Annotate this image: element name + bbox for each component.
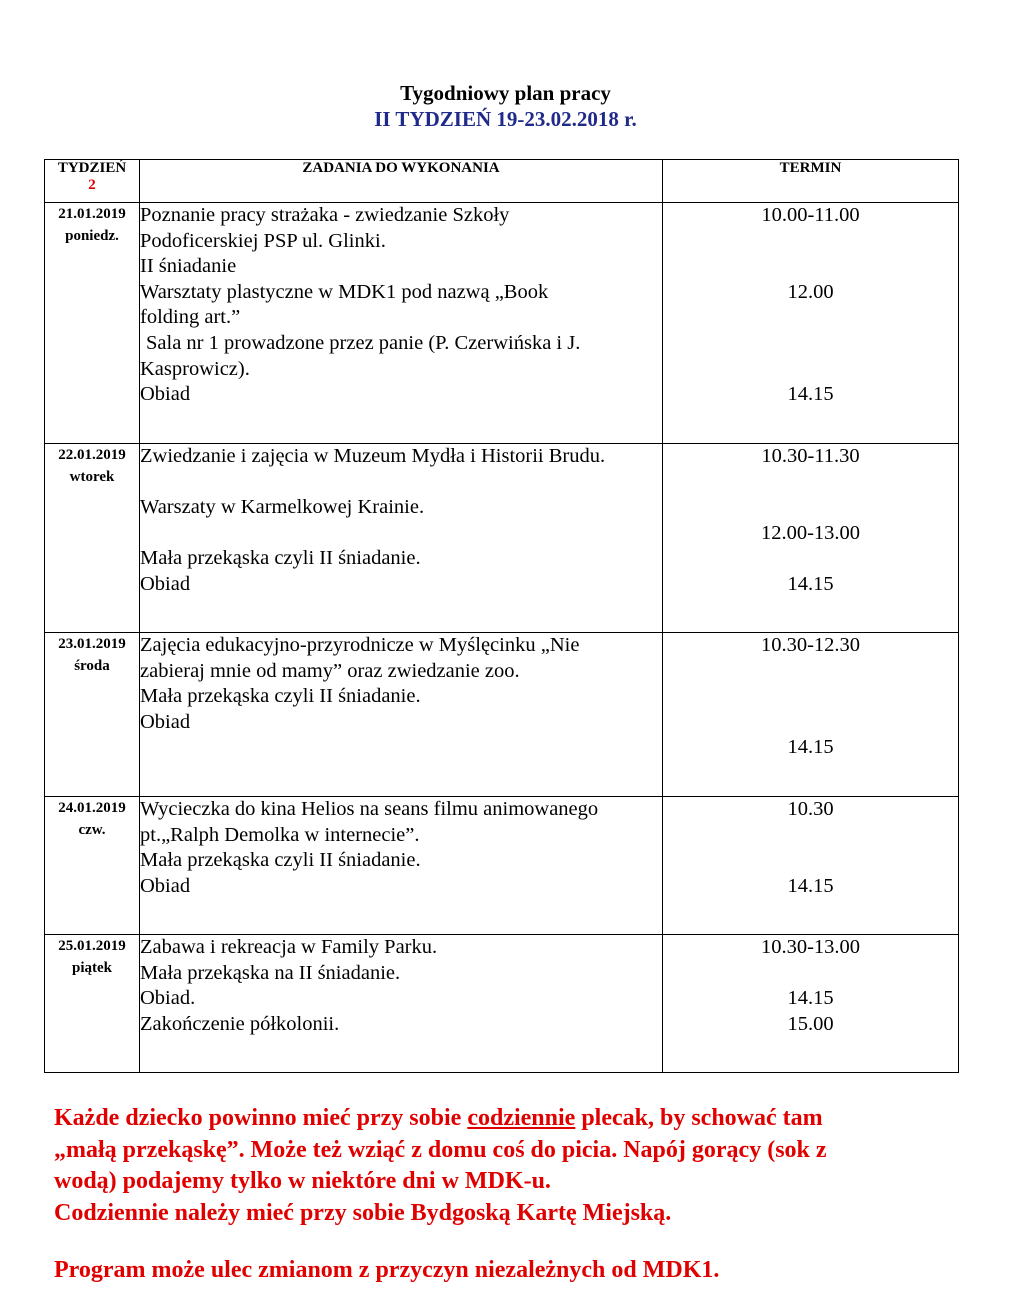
task-line: Warsztaty plastyczne w MDK1 pod nazwą „Book — [140, 280, 549, 303]
date-text: 25.01.2019 — [58, 938, 126, 954]
term-line — [663, 961, 958, 987]
page-title: Tygodniowy plan pracy — [400, 81, 611, 105]
task-line: Mała przekąska czyli II śniadanie. — [140, 547, 421, 570]
task-line: Zwiedzanie i zajęcia w Muzeum Mydła i Historii Brudu. — [140, 445, 606, 467]
date-text: 22.01.2019 — [58, 447, 126, 463]
note-line-2: „małą przekąskę”. Może też wziąć z domu coś do picia. Napój gorący (sok z — [54, 1136, 827, 1163]
task-line: Zajęcia edukacyjno-przyrodnicze w Myślęcinku „Nie — [140, 634, 580, 656]
note-line-3: wodą) podajemy tylko w niektóre dni w MDK-u. — [54, 1168, 551, 1194]
term-cell — [663, 633, 959, 797]
task-line: Mała przekąska czyli II śniadanie. — [140, 849, 421, 872]
term-line: 14.15 — [787, 572, 834, 595]
term-line — [663, 331, 958, 357]
task-line: Obiad — [140, 874, 191, 897]
task-line: Sala nr 1 prowadzone przez panie (P. Czerwińska i J. — [146, 331, 581, 354]
term-line: 14.15 — [787, 874, 834, 897]
weekly-plan-table — [44, 159, 959, 1073]
tasks-column-header: ZADANIA DO WYKONANIA — [140, 160, 663, 203]
tasks-cell — [140, 797, 663, 935]
task-line: Zabawa i rekreacja w Family Parku. — [140, 936, 438, 958]
term-line: 14.15 — [787, 987, 834, 1010]
task-line: Podoficerskiej PSP ul. Glinki. — [140, 229, 386, 252]
term-cell — [663, 444, 959, 633]
term-line — [663, 710, 958, 736]
date-text: 24.01.2019 — [58, 800, 126, 816]
day-cell — [45, 203, 140, 444]
term-line: 15.00 — [787, 1012, 834, 1035]
term-line: 12.00 — [787, 280, 834, 303]
note-line-1-start: Każde dziecko powinno mieć przy sobie — [54, 1105, 468, 1131]
term-line — [663, 659, 958, 685]
term-line — [663, 305, 958, 331]
table-row — [45, 203, 959, 444]
task-line: Mała przekąska czyli II śniadanie. — [140, 685, 421, 708]
table-body — [45, 203, 959, 1073]
tasks-cell — [140, 633, 663, 797]
task-line: pt.„Ralph Demolka w internecie”. — [140, 823, 420, 846]
term-column-header: TERMIN — [663, 160, 959, 203]
table-header-row — [45, 160, 959, 203]
term-cell — [663, 935, 959, 1073]
day-cell — [45, 935, 140, 1073]
week-label: TYDZIEŃ — [57, 160, 127, 176]
term-line — [663, 848, 958, 874]
date-text: 21.01.2019 — [58, 206, 126, 222]
table-row — [45, 444, 959, 633]
weekday-text: piątek — [71, 960, 112, 976]
term-line: 10.30-11.30 — [761, 445, 860, 467]
day-cell — [45, 797, 140, 935]
term-line — [663, 470, 958, 496]
weekday-text: wtorek — [69, 469, 115, 485]
term-line — [663, 546, 958, 572]
task-line — [140, 735, 662, 761]
term-line — [663, 357, 958, 383]
task-line: II śniadanie — [140, 255, 237, 278]
term-line — [663, 684, 958, 710]
term-line — [663, 229, 958, 255]
term-line: 10.30-12.30 — [760, 634, 861, 656]
task-line: folding art.” — [140, 306, 241, 329]
term-line: 10.30 — [787, 798, 834, 820]
tasks-cell — [140, 935, 663, 1073]
task-line — [140, 521, 662, 547]
note-line-1-end: plecak, by schować tam — [575, 1105, 823, 1131]
task-line: Obiad — [140, 383, 191, 406]
task-line: Zakończenie półkolonii. — [140, 1012, 340, 1035]
notes-block — [54, 1103, 954, 1286]
page-subtitle: II TYDZIEŃ 19-23.02.2018 r. — [374, 107, 637, 131]
table-row — [45, 633, 959, 797]
date-text: 23.01.2019 — [58, 636, 126, 652]
weekday-text: poniedz. — [65, 228, 119, 244]
term-line — [663, 254, 958, 280]
term-line: 12.00-13.00 — [760, 521, 861, 544]
task-line: Mała przekąska na II śniadanie. — [140, 961, 401, 984]
note-line-1 — [54, 1103, 954, 1135]
task-line: Wycieczka do kina Helios na seans filmu animowanego — [140, 798, 599, 820]
term-line: 10.30-13.00 — [760, 936, 861, 958]
task-line: Poznanie pracy strażaka - zwiedzanie Szkoły — [140, 204, 510, 226]
day-cell — [45, 444, 140, 633]
task-line: zabieraj mnie od mamy” oraz zwiedzanie zoo. — [140, 659, 520, 682]
note-underlined-word: codziennie — [467, 1105, 576, 1131]
task-line: Kasprowicz). — [140, 357, 250, 380]
note-spacer — [54, 1229, 954, 1255]
week-column-header — [45, 160, 140, 203]
weekday-text: czw. — [78, 822, 106, 838]
task-line: Obiad — [140, 710, 191, 733]
task-line: Obiad — [140, 572, 191, 595]
term-line: 14.15 — [787, 736, 834, 759]
table-row — [45, 935, 959, 1073]
weekday-text: środa — [74, 658, 110, 674]
day-cell — [45, 633, 140, 797]
week-number: 2 — [88, 177, 96, 193]
term-line: 14.15 — [787, 383, 834, 406]
task-line: Obiad. — [140, 987, 196, 1010]
term-cell — [663, 797, 959, 935]
term-line: 10.00-11.00 — [761, 204, 860, 226]
table-row — [45, 797, 959, 935]
term-line — [663, 823, 958, 849]
term-line — [663, 495, 958, 521]
task-line: Warszaty w Karmelkowej Krainie. — [140, 496, 425, 519]
note-line-5: Program może ulec zmianom z przyczyn niezależnych od MDK1. — [54, 1256, 720, 1283]
task-line — [140, 470, 662, 496]
tasks-cell — [140, 444, 663, 633]
tasks-cell — [140, 203, 663, 444]
term-cell — [663, 203, 959, 444]
note-line-4: Codziennie należy mieć przy sobie Bydgoską Kartę Miejską. — [54, 1199, 672, 1226]
